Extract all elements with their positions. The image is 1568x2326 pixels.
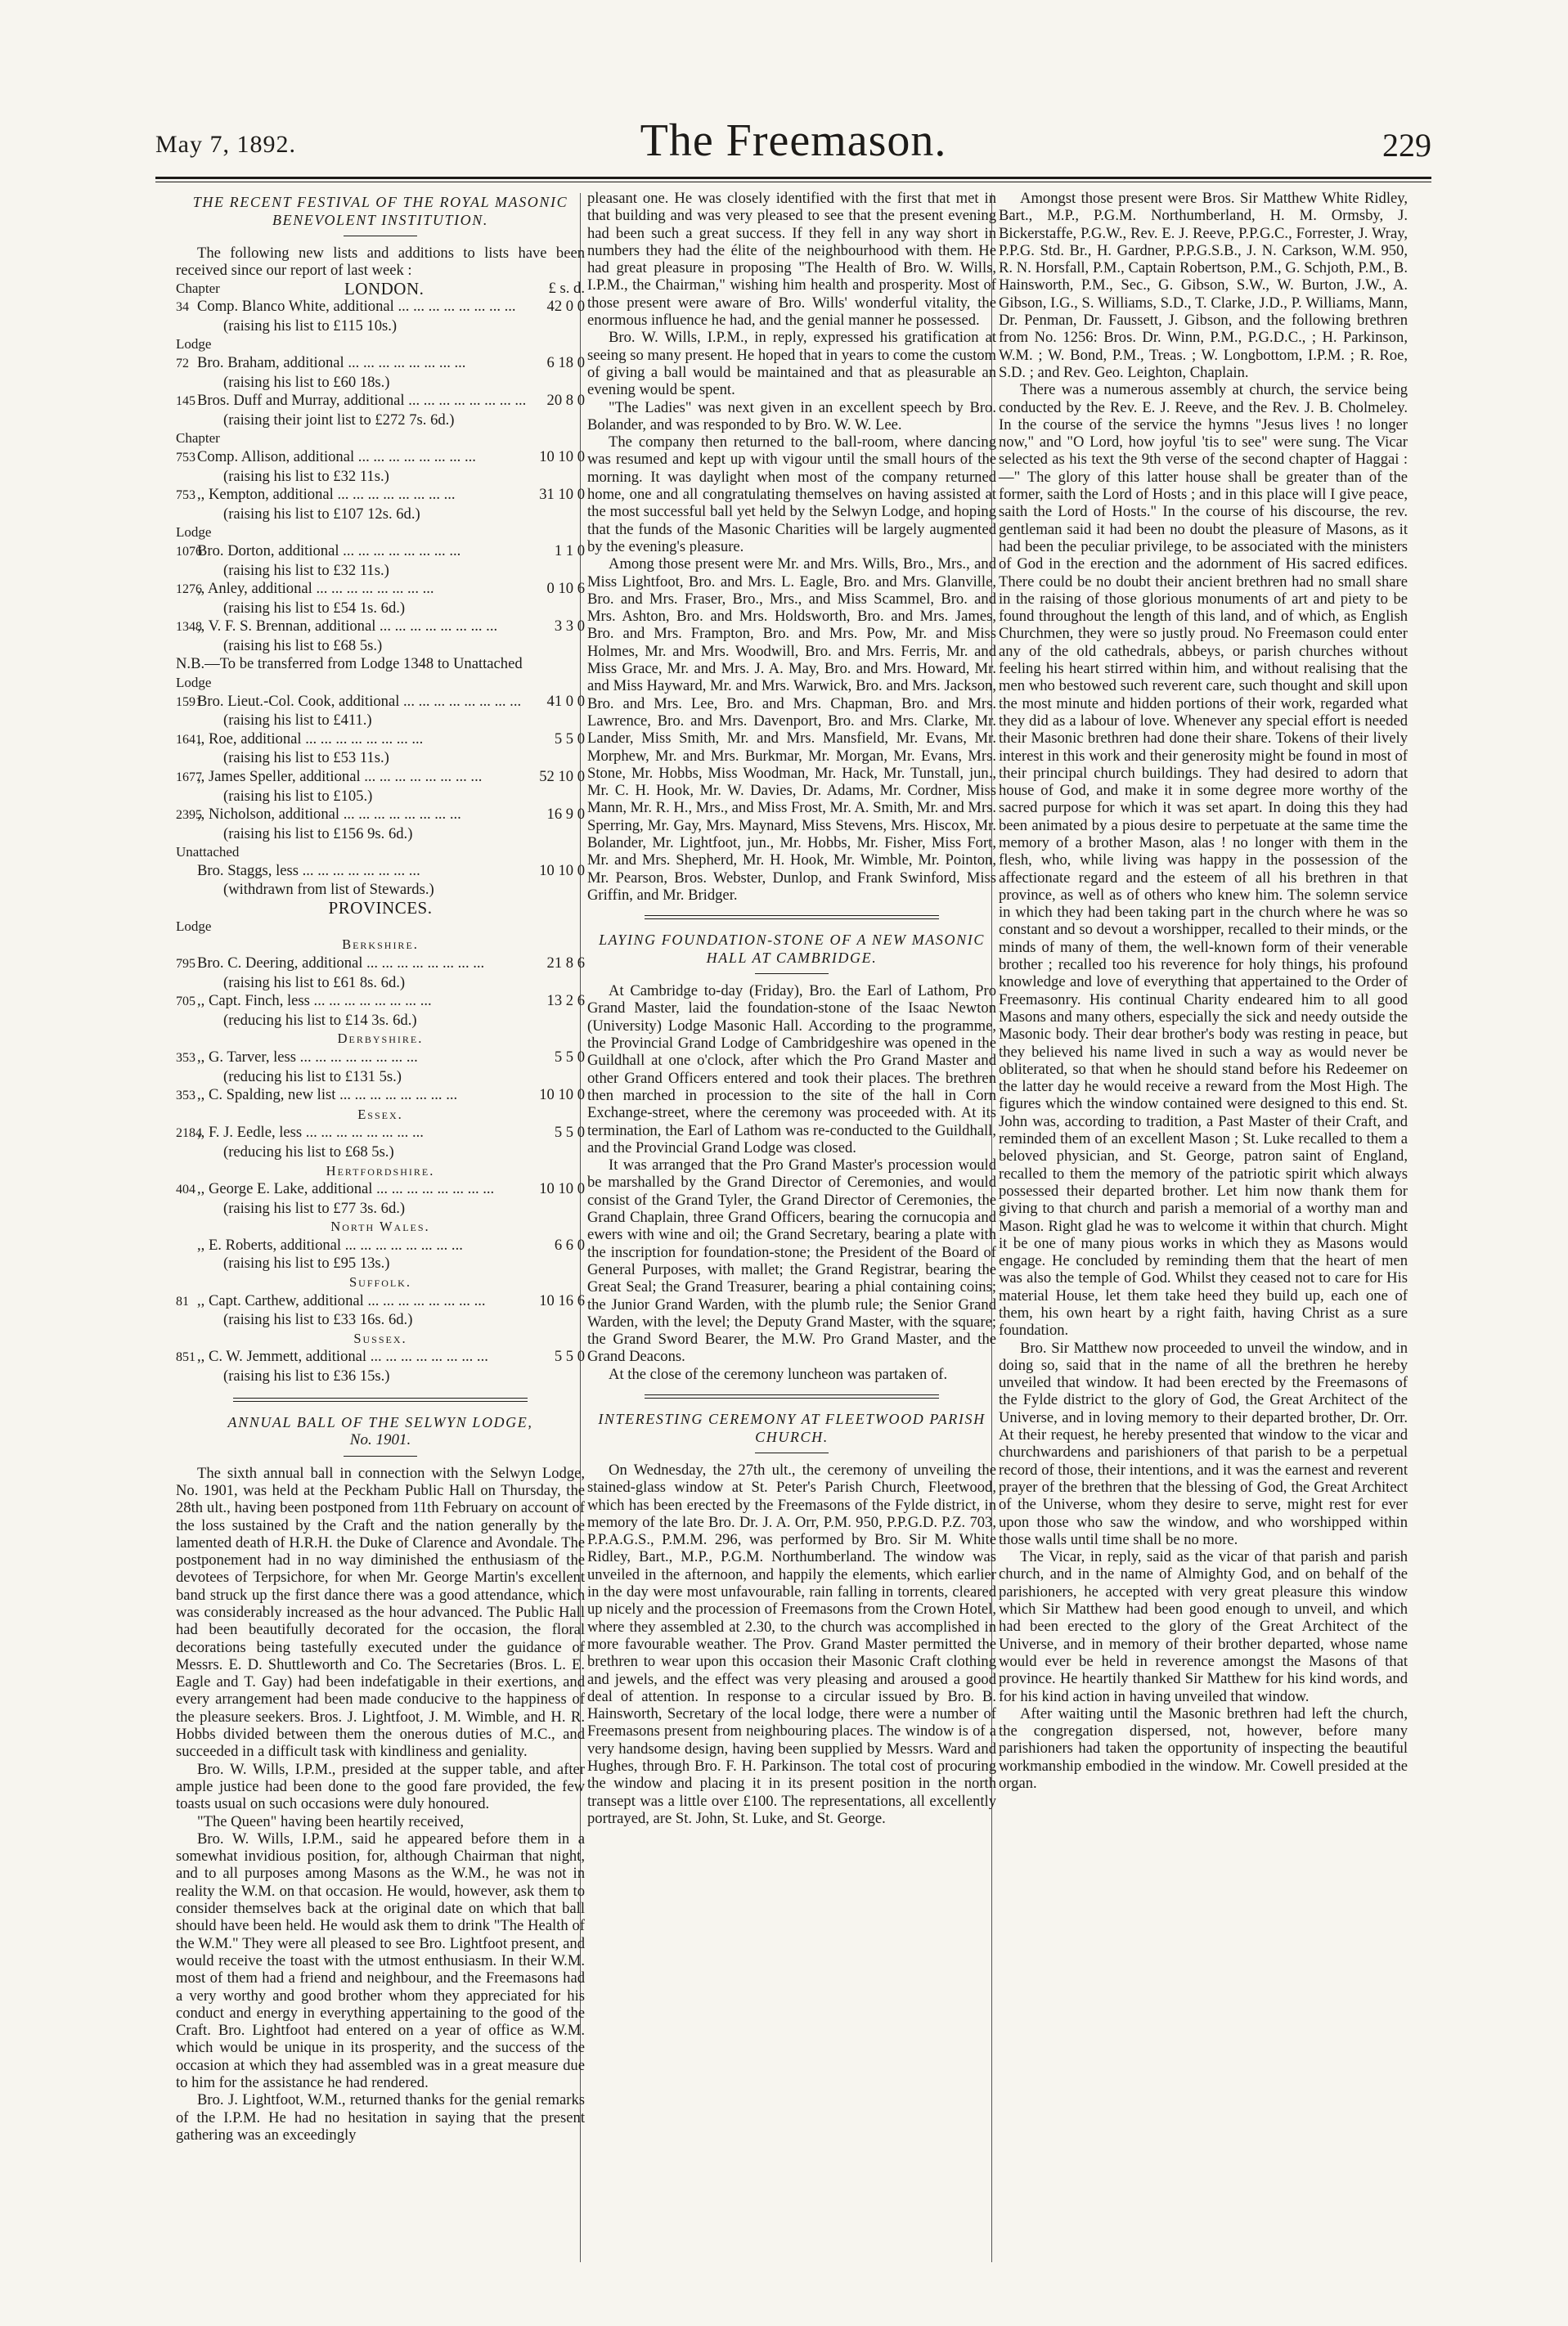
berkshire-list bbox=[176, 954, 585, 1030]
subscriber-name: ,, C. W. Jemmett, additional ... . bbox=[197, 1348, 536, 1367]
list-group-label: Lodge bbox=[176, 675, 212, 691]
lodge-number: 72 bbox=[176, 356, 189, 370]
county-sussex: Sussex. bbox=[353, 1330, 407, 1346]
subscription-amount: 1 1 0 bbox=[554, 541, 585, 559]
subscription-amount: 41 0 0 bbox=[546, 692, 585, 710]
subscription-amount: 10 10 0 bbox=[539, 862, 585, 879]
list-note: (raising his list to £411.) bbox=[223, 712, 372, 730]
list-item bbox=[176, 693, 585, 712]
column-2 bbox=[587, 190, 996, 1827]
list-item bbox=[176, 1048, 585, 1068]
subscriber-name: ,, V. F. S. Brennan, additional ... . bbox=[197, 617, 536, 636]
heading-rule bbox=[344, 1456, 417, 1457]
county-berkshire: Berkshire. bbox=[342, 936, 419, 953]
masthead bbox=[155, 115, 1431, 172]
subscription-amount: 16 9 0 bbox=[546, 806, 585, 824]
subscription-amount: 10 10 0 bbox=[539, 447, 585, 465]
lodge-number: 1348 bbox=[176, 620, 202, 635]
ball-paragraph-5: Bro. J. Lightfoot, W.M., returned thanks for the genial remarks of the I.P.M. He had no hesitation in saying that the present gathering was an exceedingly bbox=[176, 2091, 585, 2144]
list-group-label: Chapter bbox=[176, 430, 220, 447]
section-divider bbox=[233, 1398, 528, 1402]
subscriber-name: Comp. Allison, additional ... . bbox=[197, 448, 536, 467]
list-note: (raising his list to £32 11s.) bbox=[223, 561, 389, 579]
derbyshire-list bbox=[176, 1048, 585, 1106]
ball-paragraph-1: The sixth annual ball in connection with the Selwyn Lodge, No. 1901, was held at the Peckham Public Hall on Thursday, the 28th ult., having been postponed from 11th February on account of the loss sustained by the Craft and the nation generally by the lamented death of H.R.H. the Duke of Clarence and Avondale. The postponement had in no way diminished the enthusiasm of the devotees of Terpsichore, for when Mr. George Martin's excellent band struck up the first dance there was a good attendance, which was considerably increased as the hour advanced. The Public Hall had been beautifully decorated for the occasion, the floral decorations being tastefully executed under the guidance of Messrs. E. D. Shuttleworth and Co. The Secretaries (Bros. L. E. Eagle and T. Gay) had been indefatigable in their exertions, and every arrangement had been made conducive to the happiness of the pleasure seekers. Bros. J. Lightfoot, J. M. Wimble, and H. R. Hobbs divided between them the onerous duties of M.C., and succeeded in a difficult task with kindliness and geniality. bbox=[176, 1464, 585, 1761]
list-note: (raising his list to £53 11s.) bbox=[223, 749, 389, 767]
heading-rule bbox=[755, 973, 829, 974]
list-note: (raising his list to £36 15s.) bbox=[223, 1367, 390, 1385]
list-note: (raising his list to £156 9s. 6d.) bbox=[223, 824, 413, 842]
list-group-label: Unattached bbox=[176, 844, 240, 860]
subscriber-name: Bro. Staggs, less ... . bbox=[197, 862, 536, 881]
list-item bbox=[176, 617, 585, 637]
subscription-amount: 3 3 0 bbox=[554, 617, 585, 635]
county-north-wales: North Wales. bbox=[330, 1219, 430, 1235]
section-divider bbox=[645, 915, 939, 919]
lodge-number: 705 bbox=[176, 995, 195, 1009]
subscription-amount: 5 5 0 bbox=[554, 1048, 585, 1066]
list-note: (reducing his list to £14 3s. 6d.) bbox=[223, 1011, 417, 1029]
list-note: (raising his list to £105.) bbox=[223, 787, 373, 805]
lodge-number: 1641 bbox=[176, 732, 202, 747]
subscriber-name: ,, Capt. Carthew, additional ... . bbox=[197, 1292, 536, 1311]
fleetwood-heading: INTERESTING CEREMONY AT FLEETWOOD PARISH CHURCH. bbox=[598, 1411, 986, 1445]
sussex-list bbox=[176, 1348, 585, 1385]
provinces-heading: PROVINCES. bbox=[328, 898, 433, 918]
section-divider bbox=[645, 1394, 939, 1399]
list-item bbox=[176, 298, 585, 317]
subscriber-name: Bro. Braham, additional ... . bbox=[197, 354, 536, 373]
list-item bbox=[176, 392, 585, 411]
laying-paragraph-1: At Cambridge to-day (Friday), Bro. the Earl of Lathom, Pro Grand Master, laid the foundation-stone of the Isaac Newton (University) Lodge Masonic Hall. According to the programme, the Provincial Grand Lodge of Cambridgeshire was opened in the Guildhall at one o'clock, after which the Pro Grand Master and other Grand Officers entered and took their places. The brethren then marched in procession to the site of the hall in Corn Exchange-street, where the ceremony was proceeded with. At its termination, the Earl of Lathom was re-conducted to the Guildhall, and the Provincial Grand Lodge was closed. bbox=[587, 982, 996, 1156]
lodge-number: 753 bbox=[176, 450, 195, 465]
list-column-headings bbox=[176, 280, 585, 299]
list-item bbox=[176, 354, 585, 374]
list-note: (withdrawn from list of Stewards.) bbox=[223, 880, 434, 898]
list-item bbox=[176, 1237, 585, 1255]
suffolk-list bbox=[176, 1292, 585, 1330]
fleetwood-paragraph-1: On Wednesday, the 27th ult., the ceremony of unveiling the stained-glass window at St. Peter's Parish Church, Fleetwood, which has been erected by the Freemasons of the Fylde district, in memory of the late Bro. Dr. J. A. Orr, P.M. 950, P.P.G.D. P.Z. 703, P.P.A.G.S., P.M.M. 296, was performed by Bro. Sir M. White Ridley, Bart., M.P., P.G.M. Northumberland. The window was unveiled in the afternoon, and happily the elements, which earlier in the day were most unfavourable, rain falling in torrents, cleared up nicely and the procession of Freemasons from the Crown Hotel, where they assembled at 2.30, to the church was accomplished in more favourable weather. The Prov. Grand Master permitted the brethren to wear upon this occasion their Masonic Craft clothing and jewels, and the effect was very pleasing and aroused a good deal of attention. In response to a circular issued by Bro. B. Hainsworth, Secretary of the local lodge, there were a number of Freemasons present from neighbouring places. The window is of a very handsome design, having been supplied by Messrs. Ward and Hughes, through Bro. F. H. Parkinson. The total cost of procuring the window and placing it in its present position in the north transept was a little over £100. The representations, all excellently portrayed, are St. John, St. Luke, and St. George. bbox=[587, 1462, 996, 1827]
list-note: (reducing his list to £131 5s.) bbox=[223, 1067, 402, 1085]
page-number: 229 bbox=[1382, 127, 1431, 164]
laying-paragraph-2: It was arranged that the Pro Grand Master's procession would be marshalled by the Grand Director of Ceremonies, and would consist of the Grand Tyler, the Grand Director of Ceremonies, the Grand Chaplain, three Grand Officers, bearing the cornucopia and ewers with wine and oil; the Grand Secretary, bearing a plate with the inscription for foundation-stone; the President of the Board of General Purposes, with mallet; the Grand Registrar, bearing the Great Seal; the Grand Treasurer, bearing a phial containing coins; the Junior Grand Warden, with the plumb rule; the Senior Grand Warden, with the level; the Deputy Grand Master, with the square; the Grand Sword Bearer, the M.W. Pro Grand Master, and the Grand Deacons. bbox=[587, 1156, 996, 1366]
county-essex: Essex. bbox=[357, 1106, 403, 1122]
festival-intro: The following new lists and additions to lists have been received since our report of last week : bbox=[176, 245, 585, 280]
subscriber-name: ,, James Speller, additional ... . bbox=[197, 768, 536, 787]
subscriber-name: ,, C. Spalding, new list ... . bbox=[197, 1086, 536, 1105]
subscription-amount: 10 10 0 bbox=[539, 1180, 585, 1198]
list-note: (raising his list to £115 10s.) bbox=[223, 317, 398, 335]
subscriber-name: ,, E. Roberts, additional ... . bbox=[197, 1237, 536, 1255]
ball-heading-number: No. 1901. bbox=[349, 1430, 411, 1448]
list-note: (raising their joint list to £272 7s. 6d.) bbox=[223, 411, 455, 429]
subscription-amount: 5 5 0 bbox=[554, 1348, 585, 1366]
ball-paragraph-4: Bro. W. Wills, I.P.M., said he appeared before them in a somewhat invidious position, for, although Chairman that night, and to all purposes among Masons as the W.M., he was not in reality the W.M. on that occasion. He would, however, ask them to consider themselves back at the original date on which that ball should have been held. He would ask them to drink "The Health of the W.M." They were all pleased to see Bro. Lightfoot present, and would receive the toast with the utmost enthusiasm. In their W.M. most of them had a friend and neighbour, and the Freemasons had a very worthy and good brother whom they appreciated for his conduct and energy in everything appertaining to the good of the Craft. Bro. Lightfoot had entered on a year of office as W.M. which would be unique in its prosperity, and the success of the occasion at which they had assembled was in a great measure due to him for the assistance he had rendered. bbox=[176, 1830, 585, 2092]
subscription-amount: 13 2 6 bbox=[546, 992, 585, 1010]
list-note: (raising his list to £77 3s. 6d.) bbox=[223, 1199, 406, 1217]
subscription-amount: 6 6 0 bbox=[554, 1236, 585, 1254]
list-group-label: Lodge bbox=[176, 336, 212, 352]
column-1 bbox=[176, 190, 585, 2144]
ball-continued-1: pleasant one. He was closely identified with the first that met in that building and was very pleased to see that the present evening had been such a great success. If they fell in any way short in numbers they had the élite of the neighbourhood with them. He had great pleasure in proposing "The Health of Bro. W. Wills, I.P.M., the Chairman," wishing him health and prosperity. Most of those present were aware of Bro. Wills' wonderful vitality, the enormous influence he had, and the genial manner he possessed. bbox=[587, 190, 996, 330]
subscriber-name: ,, George E. Lake, additional ... . bbox=[197, 1180, 536, 1199]
lodge-number: 795 bbox=[176, 956, 195, 971]
subscription-amount: 52 10 0 bbox=[539, 768, 585, 786]
list-item bbox=[176, 580, 585, 599]
list-item bbox=[176, 542, 585, 562]
list-item bbox=[176, 992, 585, 1012]
list-note: (raising his list to £60 18s.) bbox=[223, 373, 390, 391]
list-item bbox=[176, 1292, 585, 1312]
provinces-lodge-label: Lodge bbox=[176, 918, 212, 934]
fleetwood-sermon: There was a numerous assembly at church, the service being conducted by the Rev. E. J. Reeve, and the Rev. J. B. Cholmeley. In the course of the service the hymns "Jesus lives ! no longer now," and "O Lord, how joyful 'tis to see" were sung. The Vicar selected as his text the 9th verse of the second chapter of Haggai :—" The glory of this latter house shall be greater than of the former, saith the Lord of Hosts ; and in this place will I give peace, saith the Lord of Hosts." In the course of his discourse, the rev. gentleman said it had been no doubt the pleasure of Masons, as it had been the peculiar privilege, to be associated with the ministers of God in the erection and the adornment of His sacred edifices. There could be no doubt their ancient brethren had no small share in the raising of those glorious monuments of art and piety to be found throughout the length of this land, and of which, as English Churchmen, they were so justly proud. No Freemason could enter any of the old cathedrals, abbeys, or parish churches without feeling his heart stirred within him, and without realising that the men who bestowed such reverent care, such thought and skill upon the most minute and hidden portions of their work, regarded what they did as a labour of love. Whenever any special effort is needed their Masonic brethren had done their share. Tokens of their lively interest in this work and their generosity might be found in most of their principal church buildings. They had desired to adorn that house of God, and make it in some degree more worthy of the sacred purpose for which it was set apart. In doing this they had been animated by a pious desire to perpetuate at the same time the memory of a brother Mason, alas ! no longer with them in the flesh, who, while living was happy in the possession of the affectionate regard and the esteem of all his brethren in that province, as well as of others who knew him. The solemn service in which they had been taking part in the church where he was so constant and so devout a worshipper, recalled to their minds, or the minds of many of them, the well-known form of their venerable brother ; recalled too his reverence for holy things, his profound knowledge and love of everything that appertained to the Order of Freemasonry. His continual Charity endeared him to all good Masons and many others, especially the sick and needy outside the Masonic body. Their dear brother's body was resting in peace, but they believed his name lived in such a way as would never be obliterated, so that when he should stand before his Redeemer on the latter day he would receive a reward from the Most High. The figures which the window contained were designed to this end. St. John was, according to tradition, a Past Master of their Craft, and reminded them of an excellent Mason ; St. Luke recalled to them a beloved physician, and St. George, patron saint of England, recalled to them the memory of the patriotic spirit which always possessed their departed brother. Let him now thank them for giving to that church and parish a memorial of a worthy man and Mason. Right glad he was to welcome it within that church. Might it be one of many pious works in which they as Masons would engage. He concluded by reminding them that the heart of men was also the temple of God. Whilst they ceased not to care for His material House, let them take heed they build up, each one of them, his own heart by a right faith, having Christ as a sure foundation. bbox=[999, 381, 1408, 1340]
newspaper-title: The Freemason. bbox=[640, 115, 947, 166]
lodge-number: 2395 bbox=[176, 808, 202, 823]
chapter-label: Chapter bbox=[176, 280, 220, 296]
list-note: (raising his list to £107 12s. 6d.) bbox=[223, 505, 420, 523]
subscriber-name: ,, Kempton, additional ... . bbox=[197, 486, 536, 505]
subscription-list bbox=[176, 280, 585, 1386]
lodge-number: 851 bbox=[176, 1350, 195, 1365]
list-item bbox=[176, 1348, 585, 1367]
list-note: (raising his list to £68 5s.) bbox=[223, 636, 383, 654]
fleetwood-unveiling: Bro. Sir Matthew now proceeded to unveil the window, and in doing so, said that in the name of all the brethren he hereby unveiled that window. It had been erected by the Freemasons of the Fylde district to the glory of God, the Great Architect of the Universe, and in loving memory to their departed brother, Dr. Orr. At their request, he hereby presented that window to the vicar and churchwardens and parishioners of that parish to be a perpetual record of those, their intentions, and it was the earnest and reverent prayer of the brethren that the blessing of God, the Great Architect of the Universe, whom they desire to serve, might rest for ever upon those who saw the window, and who worshipped within those walls until time shall be no more. bbox=[999, 1339, 1408, 1548]
subscription-amount: 0 10 6 bbox=[546, 580, 585, 598]
list-item bbox=[176, 448, 585, 468]
lodge-number: 145 bbox=[176, 394, 195, 409]
lodge-number: 1076 bbox=[176, 544, 202, 559]
lodge-number: 353 bbox=[176, 1089, 195, 1103]
ball-attendees: Among those present were Mr. and Mrs. Wills, Bro., Mrs., and Miss Lightfoot, Bro. and Mrs. L. Eagle, Bro. and Mrs. Glanville, Bro. and Mrs. Fraser, Bro., Mrs., and Miss Scammel, Bro. and Mrs. Ashton, Bro. and Mrs. Holdsworth, Bro. and Mrs. James, Bro. and Mrs. Frampton, Bro. and Mrs. Pow, Mr. and Miss Holmes, Mr. and Mrs. Woodwill, Bro. and Mrs. Ferris, Mr. and Miss Grace, Mr. and Mrs. J. A. May, Bro. and Mrs. Howard, Mr. and Miss Hayward, Mr. and Mrs. Warwick, Bro. and Mrs. Jackson, Bro. and Mrs. Lee, Bro. and Mrs. Chapman, Bro. and Mrs. Lawrence, Bro. and Mrs. Davenport, Bro. and Mrs. Clarke, Mr. Lander, Miss Smith, Mr. and Mrs. Mansfield, Mr. Evans, Mr. Morphew, Mr. and Mrs. Burkmar, Mr. Morgan, Mr. Evans, Mrs. Stone, Mr. Hobbs, Miss Woodman, Mr. Hack, Mr. Tunstall, jun., Mr. C. H. Hook, Mr. W. Davies, Dr. Adams, Mr. Cordner, Miss Mann, Mr. R. H., Mrs., and Miss Frost, Mr. A. Smith, Mr. and Mrs. Sperring, Mr. Gay, Mrs. Maynard, Miss Stevens, Mrs. Hiscox, Mr. Bolander, Mr. Lightfoot, jun., Mr. Hobbs, Mr. Fisher, Miss Fort, Mr. and Mrs. Shepherd, Mr. H. Hook, Mr. Wimble, Mr. Pointon, Mr. Pearson, Bros. Webster, Dunlop, and Frank Swinford, Miss Griffin, and Mr. Bridger. bbox=[587, 555, 997, 904]
list-item bbox=[176, 1086, 585, 1106]
london-list bbox=[176, 298, 585, 655]
ball-continued-4: The company then returned to the ball-room, where dancing was resumed and kept up with vigour until the small hours of the morning. It was daylight when most of the company returned home, one and all congratulating themselves on having assisted at the most successful ball yet held by the Selwyn Lodge, and hoping that the funds of the Masonic Charities will be largely augmented by the evening's pleasure. bbox=[587, 433, 996, 555]
masthead-rule bbox=[155, 177, 1431, 179]
county-derbyshire: Derbyshire. bbox=[337, 1031, 424, 1047]
list-group-label: Lodge bbox=[176, 524, 212, 541]
list-note: (raising his list to £95 13s.) bbox=[223, 1255, 390, 1273]
list-note: (reducing his list to £68 5s.) bbox=[223, 1143, 394, 1161]
list-item bbox=[176, 486, 585, 505]
lodge-number: 2184 bbox=[176, 1126, 202, 1141]
fleetwood-closing: After waiting until the Masonic brethren had left the church, the congregation dispersed, not, however, before many parishioners had taken the opportunity of inspecting the beautiful workmanship embodied in the window. Mr. Cowell presided at the organ. bbox=[999, 1704, 1408, 1793]
ball-continued-3: "The Ladies" was next given in an excellent speech by Bro. Bolander, and was responded to by Bro. W. W. Lee. bbox=[587, 398, 996, 433]
lodge-number: 1276 bbox=[176, 582, 202, 597]
issue-date: May 7, 1892. bbox=[155, 131, 296, 158]
lodge-number: 1591 bbox=[176, 694, 202, 709]
money-heading: £ s. d. bbox=[548, 279, 585, 297]
lodge-number: 353 bbox=[176, 1050, 195, 1065]
lodge-number: 81 bbox=[176, 1294, 189, 1309]
ball-continued-2: Bro. W. Wills, I.P.M., in reply, expressed his gratification at seeing so many present. He hoped that in years to come the custom of giving a ball would be maintained and that as pleasurable an evening would be spent. bbox=[587, 329, 996, 399]
county-suffolk: Suffolk. bbox=[349, 1274, 411, 1291]
essex-list bbox=[176, 1124, 585, 1161]
ball-paragraph-3: "The Queen" having been heartily received, bbox=[197, 1812, 464, 1830]
subscription-amount: 5 5 0 bbox=[554, 1124, 585, 1142]
subscriber-name: ,, Capt. Finch, less ... . bbox=[197, 992, 536, 1011]
subscriber-name: Bro. C. Deering, additional ... . bbox=[197, 954, 536, 973]
fleetwood-vicar-reply: The Vicar, in reply, said as the vicar of that parish and parish church, and in the name of Almighty God, and on behalf of the parishioners, he accepted with very great pleasure this window which Sir Matthew had been good enough to unveil, and which had been erected to the glory of the Great Architect of the Universe, and in memory of their brother departed, whose name would ever be held in reverence amongst the Masons of that province. He heartily thanked Sir Matthew for his kind words, and for his kind action in having unveiled that window. bbox=[999, 1548, 1408, 1705]
transfer-note: N.B.—To be transferred from Lodge 1348 to Unattached bbox=[176, 655, 523, 673]
subscriber-name: Bro. Lieut.-Col. Cook, additional ... . bbox=[197, 693, 536, 712]
ball-heading bbox=[176, 1413, 585, 1449]
north-wales-list bbox=[176, 1237, 585, 1273]
column-3 bbox=[999, 190, 1408, 1792]
subscription-amount: 10 16 6 bbox=[539, 1291, 585, 1309]
lodge-number: 34 bbox=[176, 300, 189, 315]
london-heading: LONDON. bbox=[344, 278, 425, 299]
list-note: (raising his list to £32 11s.) bbox=[223, 467, 389, 485]
ball-paragraph-2: Bro. W. Wills, I.P.M., presided at the supper table, and after ample justice had been done to the good fare provided, the few toasts usual on such occasions were duly honoured. bbox=[176, 1760, 585, 1813]
laying-paragraph-3: At the close of the ceremony luncheon was partaken of. bbox=[609, 1365, 948, 1383]
list-note: (raising his list to £33 16s. 6d.) bbox=[223, 1311, 413, 1329]
subscription-amount: 20 8 0 bbox=[546, 392, 585, 410]
list-note: (raising his list to £54 1s. 6d.) bbox=[223, 599, 406, 617]
subscriber-name: Bro. Dorton, additional ... . bbox=[197, 542, 536, 561]
ball-heading-title: ANNUAL BALL OF THE SELWYN LODGE, bbox=[227, 1413, 533, 1430]
list-item bbox=[176, 768, 585, 788]
subscription-amount: 21 8 6 bbox=[546, 954, 585, 972]
subscriber-name: ,, Nicholson, additional ... . bbox=[197, 806, 536, 824]
subscription-amount: 6 18 0 bbox=[546, 353, 585, 371]
lodge-number: 753 bbox=[176, 488, 195, 503]
county-hertfordshire: Hertfordshire. bbox=[326, 1162, 435, 1179]
subscriber-name: ,, G. Tarver, less ... . bbox=[197, 1048, 536, 1067]
fleetwood-attendees: Amongst those present were Bros. Sir Matthew White Ridley, Bart., M.P., P.G.M. Northumberland, H. M. Ormsby, J. Bickerstaffe, P.G.W., Rev. E. J. Reeve, P.P.G.C., Forrester, J. Wray, P.P.G. Std. Br., H. Gardner, P.P.G.S.B., J. N. Carkson, W.M. 950, R. N. Horsfall, P.M., Captain Robertson, P.M., G. Schjoth, P.M., B. Hainsworth, P.M., Sec., G. Gibson, S.W., W. Burton, J.W., A. Gibson, I.G., S. Williams, S.D., T. Clarke, J.D., P. Williams, Mann, Dr. Penman, Dr. Faussett, J. Gibson, and the following brethren from No. 1256: Bros. Dr. Winn, P.M., P.G.D.C., ; H. Parkinson, W.M. ; W. Bond, P.M., Treas. ; W. Longbottom, I.P.M. ; R. Roe, S.D. ; and Rev. Geo. Leighton, Chaplain. bbox=[999, 190, 1408, 381]
subscription-amount: 42 0 0 bbox=[546, 298, 585, 316]
subscriber-name: ,, F. J. Eedle, less ... . bbox=[197, 1124, 536, 1143]
list-item bbox=[176, 730, 585, 750]
london-list-2 bbox=[176, 674, 585, 899]
laying-heading: LAYING FOUNDATION-STONE OF A NEW MASONIC HALL AT CAMBRIDGE. bbox=[599, 932, 985, 967]
subscription-amount: 31 10 0 bbox=[539, 486, 585, 504]
list-item bbox=[176, 1180, 585, 1200]
subscription-amount: 10 10 0 bbox=[539, 1086, 585, 1104]
festival-heading: THE RECENT FESTIVAL OF THE ROYAL MASONIC BENEVOLENT INSTITUTION. bbox=[192, 194, 568, 228]
hertfordshire-list bbox=[176, 1180, 585, 1218]
list-item bbox=[176, 862, 585, 881]
list-note: (raising his list to £61 8s. 6d.) bbox=[223, 973, 406, 991]
subscriber-name: ,, Roe, additional ... . bbox=[197, 730, 536, 749]
list-item bbox=[176, 954, 585, 974]
list-item bbox=[176, 806, 585, 825]
subscriber-name: Bros. Duff and Murray, additional ... . bbox=[197, 392, 536, 411]
lodge-number: 1677 bbox=[176, 770, 202, 785]
subscriber-name: Comp. Blanco White, additional ... . bbox=[197, 298, 536, 317]
lodge-number: 404 bbox=[176, 1183, 195, 1197]
list-item bbox=[176, 1124, 585, 1143]
subscriber-name: ,, Anley, additional ... . bbox=[197, 580, 536, 599]
subscription-amount: 5 5 0 bbox=[554, 730, 585, 748]
